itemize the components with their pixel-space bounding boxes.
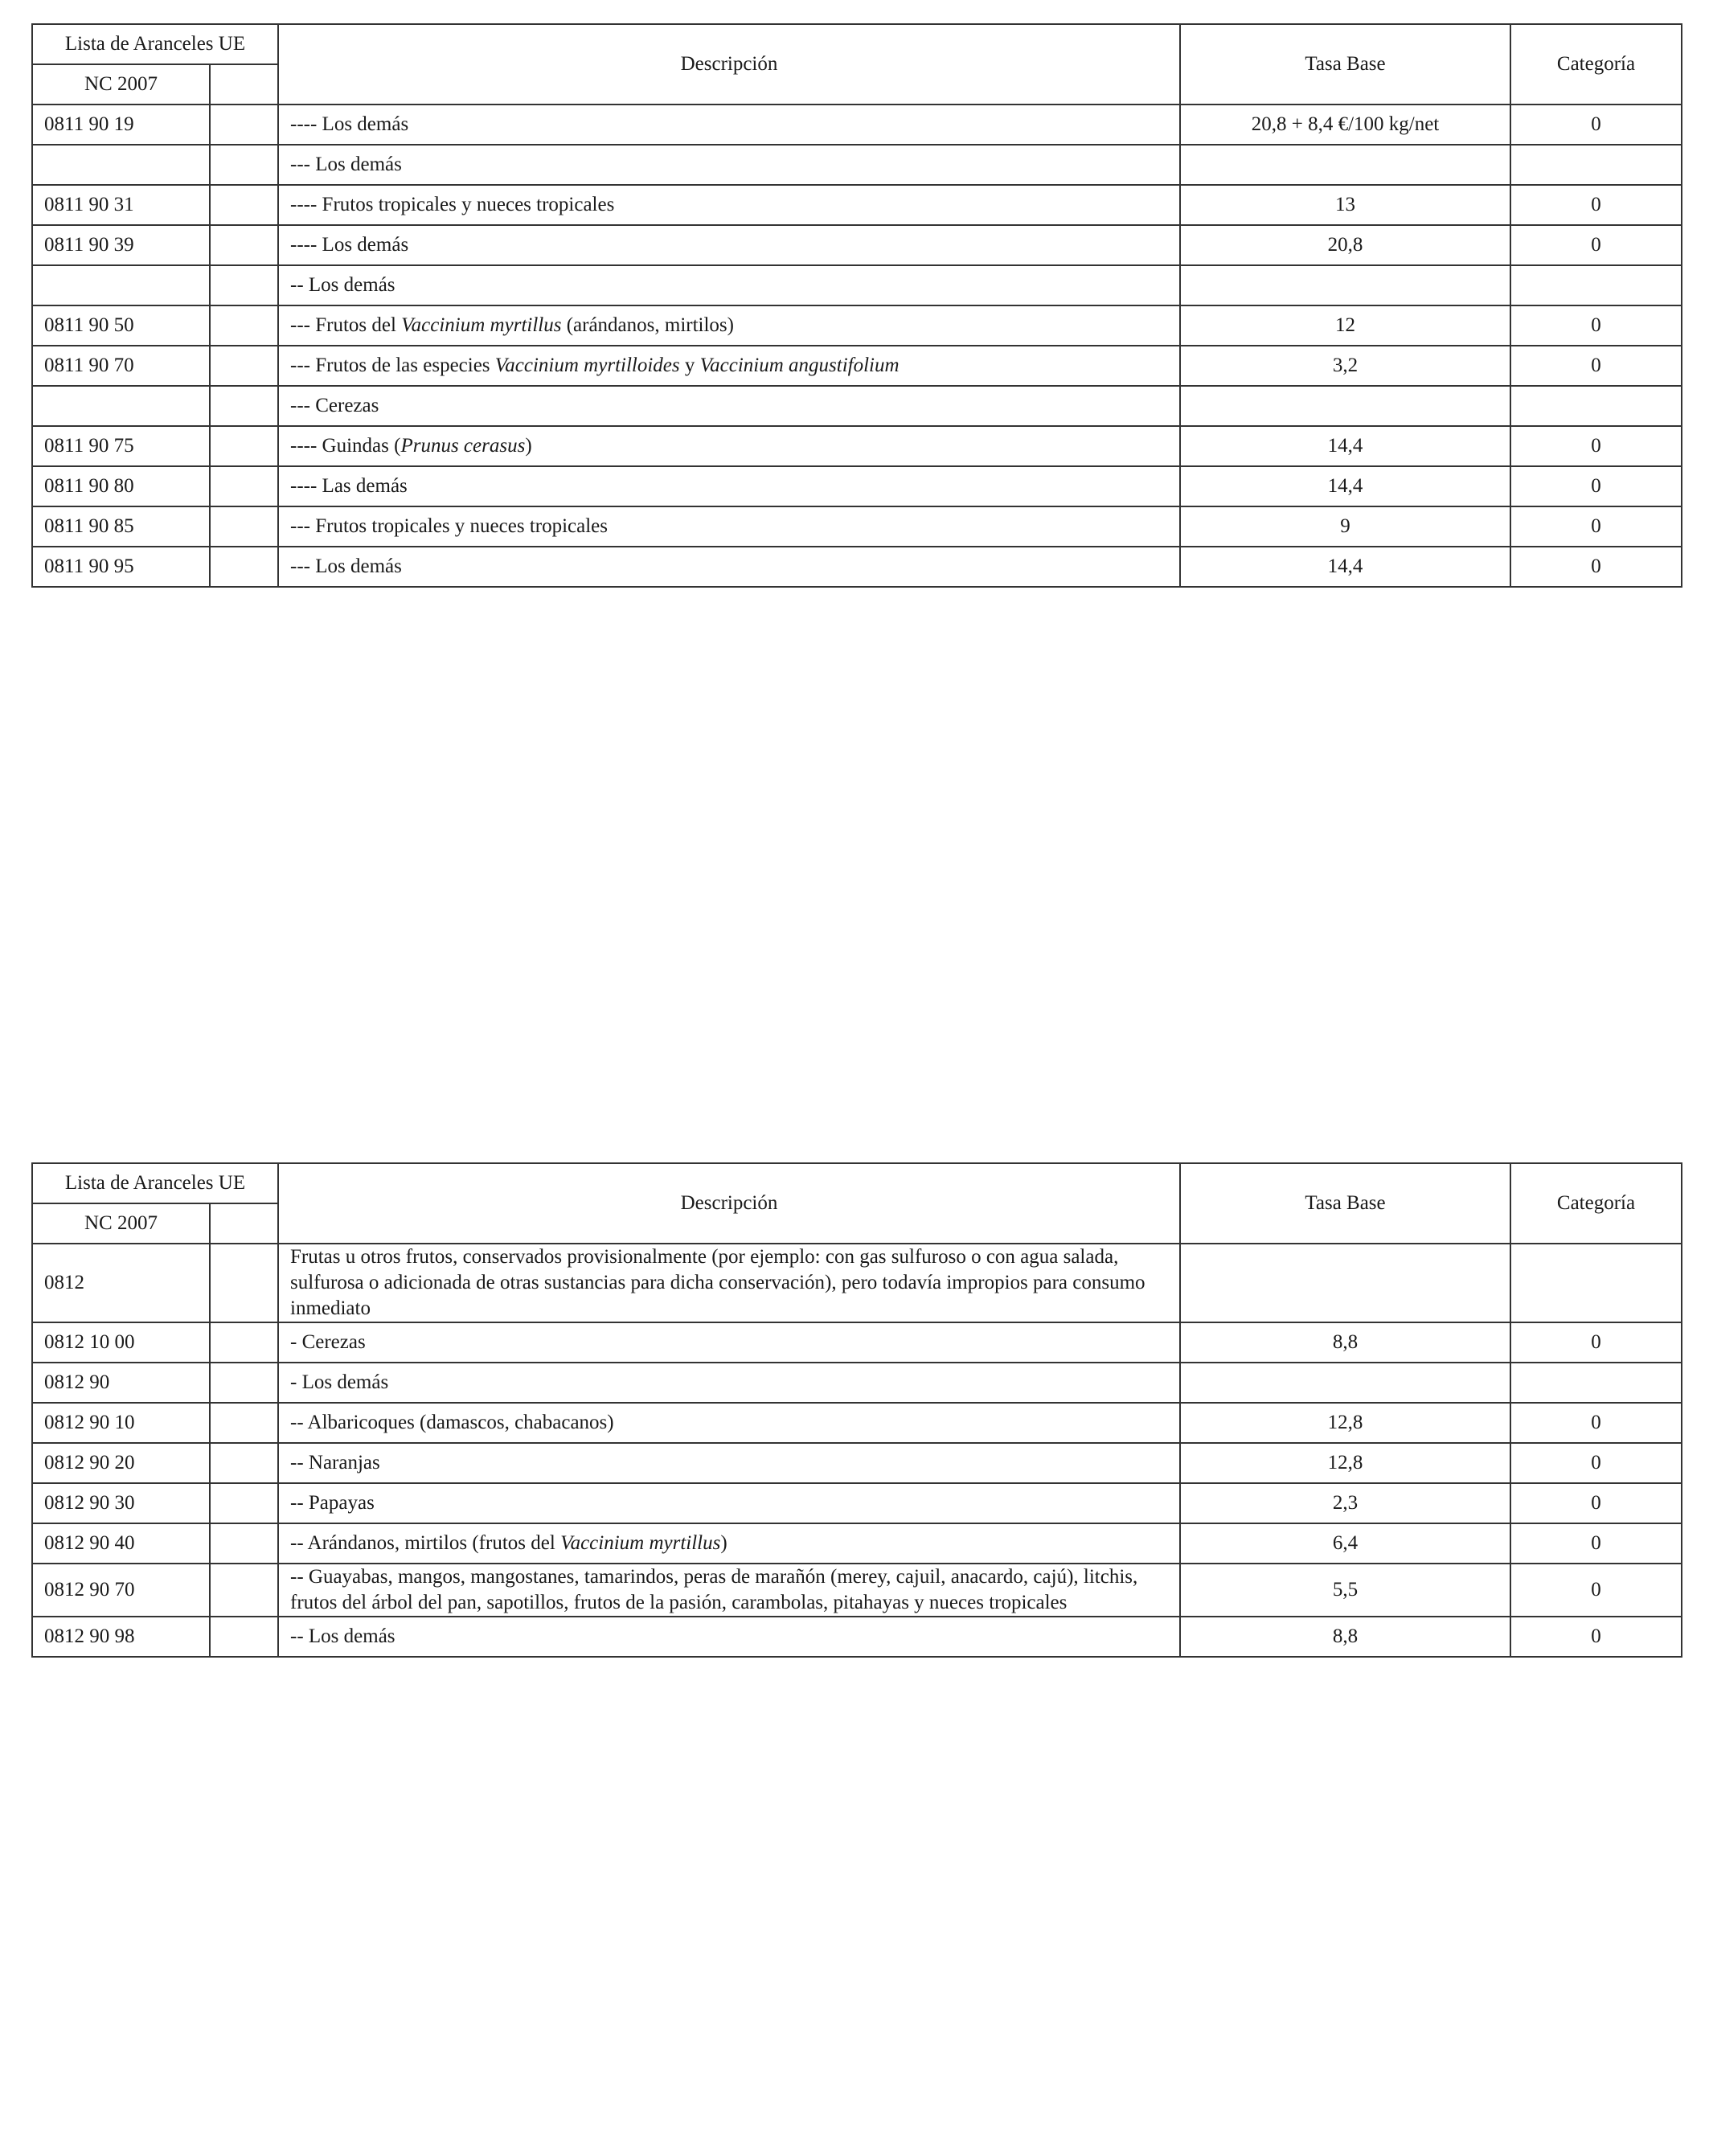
- header-descripcion: Descripción: [278, 1163, 1180, 1244]
- blank-cell: [210, 265, 278, 305]
- blank-cell: [210, 426, 278, 466]
- description-cell: [278, 1443, 1180, 1483]
- header-nc: NC 2007: [32, 1203, 210, 1244]
- blank-cell: [210, 1564, 278, 1617]
- description-text: ): [525, 435, 532, 457]
- blank-cell: [210, 1363, 278, 1403]
- description-cell: [278, 1617, 1180, 1657]
- nc-code-cell: 0811 90 70: [32, 346, 210, 386]
- table-row: [32, 386, 1682, 426]
- blank-cell: [210, 1443, 278, 1483]
- tasa-base-cell: 14,4: [1180, 466, 1510, 506]
- tasa-base-cell: 20,8: [1180, 225, 1510, 265]
- description-text: -- Naranjas: [290, 1452, 380, 1474]
- categoria-cell: 0: [1510, 466, 1682, 506]
- header-blank: [210, 1203, 278, 1244]
- description-text: --- Los demás: [290, 154, 402, 175]
- tasa-base-cell: 12: [1180, 305, 1510, 346]
- tasa-base-cell: 3,2: [1180, 346, 1510, 386]
- description-cell: [278, 105, 1180, 145]
- description-text: ---- Los demás: [290, 113, 409, 135]
- description-text: ): [720, 1532, 727, 1554]
- categoria-cell: 0: [1510, 547, 1682, 587]
- tasa-base-cell: 12,8: [1180, 1403, 1510, 1443]
- description-text: - Cerezas: [290, 1331, 366, 1353]
- description-text: Frutas u otros frutos, conservados provisionalmente (por ejemplo: con gas sulfuroso o con agua salada, sulfurosa o adicionada de otras sustancias para dicha conservación), pero todavía impropios para consumo inmediato: [290, 1246, 1145, 1319]
- blank-cell: [210, 1523, 278, 1564]
- tasa-base-cell: [1180, 386, 1510, 426]
- categoria-cell: [1510, 386, 1682, 426]
- header-blank: [210, 64, 278, 105]
- tasa-base-cell: 20,8 + 8,4 €/100 kg/net: [1180, 105, 1510, 145]
- nc-code-cell: 0811 90 19: [32, 105, 210, 145]
- tasa-base-cell: 8,8: [1180, 1322, 1510, 1363]
- description-text: -- Papayas: [290, 1492, 375, 1514]
- nc-code-cell: 0812 90 20: [32, 1443, 210, 1483]
- blank-cell: [210, 346, 278, 386]
- header-tasa: Tasa Base: [1180, 24, 1510, 105]
- nc-code-cell: [32, 386, 210, 426]
- nc-code-cell: 0812 90 10: [32, 1403, 210, 1443]
- description-italic: Vaccinium myrtilloides: [494, 355, 680, 376]
- blank-cell: [210, 386, 278, 426]
- table-row: [32, 145, 1682, 185]
- description-text: ---- Guindas (: [290, 435, 401, 457]
- categoria-cell: [1510, 1363, 1682, 1403]
- tasa-base-cell: [1180, 145, 1510, 185]
- table-row: [32, 1443, 1682, 1483]
- nc-code-cell: 0811 90 75: [32, 426, 210, 466]
- categoria-cell: 0: [1510, 1322, 1682, 1363]
- description-cell: [278, 1322, 1180, 1363]
- table-row: [32, 1363, 1682, 1403]
- categoria-cell: 0: [1510, 426, 1682, 466]
- table-row: [32, 185, 1682, 225]
- description-cell: [278, 466, 1180, 506]
- blank-cell: [210, 466, 278, 506]
- tasa-base-cell: 14,4: [1180, 426, 1510, 466]
- nc-code-cell: 0812 90 30: [32, 1483, 210, 1523]
- description-cell: [278, 1403, 1180, 1443]
- blank-cell: [210, 1403, 278, 1443]
- description-cell: [278, 305, 1180, 346]
- table-body: [32, 105, 1682, 587]
- nc-code-cell: 0812 10 00: [32, 1322, 210, 1363]
- table-row: [32, 1244, 1682, 1322]
- description-cell: [278, 506, 1180, 547]
- nc-code-cell: 0811 90 95: [32, 547, 210, 587]
- description-cell: [278, 1483, 1180, 1523]
- table-row: [32, 1483, 1682, 1523]
- tasa-base-cell: 5,5: [1180, 1564, 1510, 1617]
- tasa-base-cell: [1180, 265, 1510, 305]
- description-cell: [278, 225, 1180, 265]
- nc-code-cell: 0812 90 70: [32, 1564, 210, 1617]
- table-row: [32, 466, 1682, 506]
- description-text: ---- Las demás: [290, 475, 408, 497]
- categoria-cell: 0: [1510, 1443, 1682, 1483]
- tariff-table-2: [31, 1162, 1682, 1658]
- blank-cell: [210, 506, 278, 547]
- tasa-base-cell: 12,8: [1180, 1443, 1510, 1483]
- nc-code-cell: [32, 265, 210, 305]
- description-cell: [278, 1523, 1180, 1564]
- categoria-cell: 0: [1510, 225, 1682, 265]
- table-row: [32, 1403, 1682, 1443]
- blank-cell: [210, 1617, 278, 1657]
- header-descripcion: Descripción: [278, 24, 1180, 105]
- table-header: [32, 24, 1682, 105]
- table-row: [32, 305, 1682, 346]
- description-italic: Vaccinium angustifolium: [699, 355, 900, 376]
- categoria-cell: 0: [1510, 1483, 1682, 1523]
- nc-code-cell: 0812 90 98: [32, 1617, 210, 1657]
- description-text: -- Guayabas, mangos, mangostanes, tamarindos, peras de marañón (merey, cajuil, anacardo, cajú), litchis, frutos del árbol del pan, sapotillos, frutos de la pasión, carambolas, pitahayas y nueces tropicales: [290, 1566, 1138, 1613]
- header-lista: Lista de Aranceles UE: [32, 1163, 278, 1203]
- header-tasa: Tasa Base: [1180, 1163, 1510, 1244]
- tasa-base-cell: [1180, 1363, 1510, 1403]
- categoria-cell: 0: [1510, 506, 1682, 547]
- categoria-cell: [1510, 1244, 1682, 1322]
- nc-code-cell: 0811 90 50: [32, 305, 210, 346]
- blank-cell: [210, 1483, 278, 1523]
- categoria-cell: 0: [1510, 346, 1682, 386]
- description-text: ---- Frutos tropicales y nueces tropicales: [290, 194, 615, 215]
- table-row: [32, 265, 1682, 305]
- description-cell: [278, 547, 1180, 587]
- description-text: --- Cerezas: [290, 395, 379, 416]
- nc-code-cell: 0811 90 80: [32, 466, 210, 506]
- tasa-base-cell: 6,4: [1180, 1523, 1510, 1564]
- nc-code-cell: 0812 90 40: [32, 1523, 210, 1564]
- table-row: [32, 506, 1682, 547]
- categoria-cell: 0: [1510, 105, 1682, 145]
- tariff-table-1: [31, 23, 1682, 588]
- categoria-cell: 0: [1510, 1403, 1682, 1443]
- description-cell: [278, 145, 1180, 185]
- tasa-base-cell: 8,8: [1180, 1617, 1510, 1657]
- tasa-base-cell: [1180, 1244, 1510, 1322]
- description-cell: [278, 386, 1180, 426]
- description-italic: Prunus cerasus: [400, 435, 526, 457]
- description-cell: [278, 265, 1180, 305]
- description-text: (arándanos, mirtilos): [561, 314, 734, 336]
- blank-cell: [210, 305, 278, 346]
- nc-code-cell: 0811 90 31: [32, 185, 210, 225]
- table-row: [32, 1322, 1682, 1363]
- nc-code-cell: [32, 145, 210, 185]
- table-row: [32, 225, 1682, 265]
- table-row: [32, 547, 1682, 587]
- blank-cell: [210, 547, 278, 587]
- categoria-cell: 0: [1510, 1617, 1682, 1657]
- description-text: -- Albaricoques (damascos, chabacanos): [290, 1412, 614, 1433]
- blank-cell: [210, 185, 278, 225]
- nc-code-cell: 0812: [32, 1244, 210, 1322]
- blank-cell: [210, 105, 278, 145]
- table-row: [32, 1564, 1682, 1617]
- header-lista: Lista de Aranceles UE: [32, 24, 278, 64]
- description-text: - Los demás: [290, 1371, 389, 1393]
- description-text: --- Frutos de las especies: [290, 355, 495, 376]
- categoria-cell: 0: [1510, 185, 1682, 225]
- description-cell: [278, 1244, 1180, 1322]
- blank-cell: [210, 145, 278, 185]
- table-row: [32, 1617, 1682, 1657]
- tasa-base-cell: 2,3: [1180, 1483, 1510, 1523]
- header-nc: NC 2007: [32, 64, 210, 105]
- description-text: y: [679, 355, 700, 376]
- description-text: -- Los demás: [290, 1625, 395, 1647]
- table-row: [32, 1523, 1682, 1564]
- blank-cell: [210, 225, 278, 265]
- tasa-base-cell: 9: [1180, 506, 1510, 547]
- description-text: --- Frutos del: [290, 314, 402, 336]
- description-text: ---- Los demás: [290, 234, 409, 256]
- categoria-cell: 0: [1510, 1523, 1682, 1564]
- header-categoria: Categoría: [1510, 1163, 1682, 1244]
- categoria-cell: 0: [1510, 305, 1682, 346]
- categoria-cell: [1510, 145, 1682, 185]
- description-cell: [278, 1564, 1180, 1617]
- description-text: -- Los demás: [290, 274, 395, 296]
- table-header: [32, 1163, 1682, 1244]
- description-italic: Vaccinium myrtillus: [560, 1532, 721, 1554]
- table-body: [32, 1244, 1682, 1657]
- blank-cell: [210, 1244, 278, 1322]
- nc-code-cell: 0811 90 39: [32, 225, 210, 265]
- description-cell: [278, 185, 1180, 225]
- header-categoria: Categoría: [1510, 24, 1682, 105]
- categoria-cell: 0: [1510, 1564, 1682, 1617]
- description-text: -- Arándanos, mirtilos (frutos del: [290, 1532, 561, 1554]
- nc-code-cell: 0811 90 85: [32, 506, 210, 547]
- table-row: [32, 105, 1682, 145]
- categoria-cell: [1510, 265, 1682, 305]
- description-cell: [278, 346, 1180, 386]
- description-text: --- Los demás: [290, 555, 402, 577]
- description-cell: [278, 426, 1180, 466]
- table-row: [32, 426, 1682, 466]
- description-italic: Vaccinium myrtillus: [401, 314, 562, 336]
- blank-cell: [210, 1322, 278, 1363]
- table-row: [32, 346, 1682, 386]
- nc-code-cell: 0812 90: [32, 1363, 210, 1403]
- tasa-base-cell: 14,4: [1180, 547, 1510, 587]
- description-text: --- Frutos tropicales y nueces tropicales: [290, 515, 609, 537]
- description-cell: [278, 1363, 1180, 1403]
- tasa-base-cell: 13: [1180, 185, 1510, 225]
